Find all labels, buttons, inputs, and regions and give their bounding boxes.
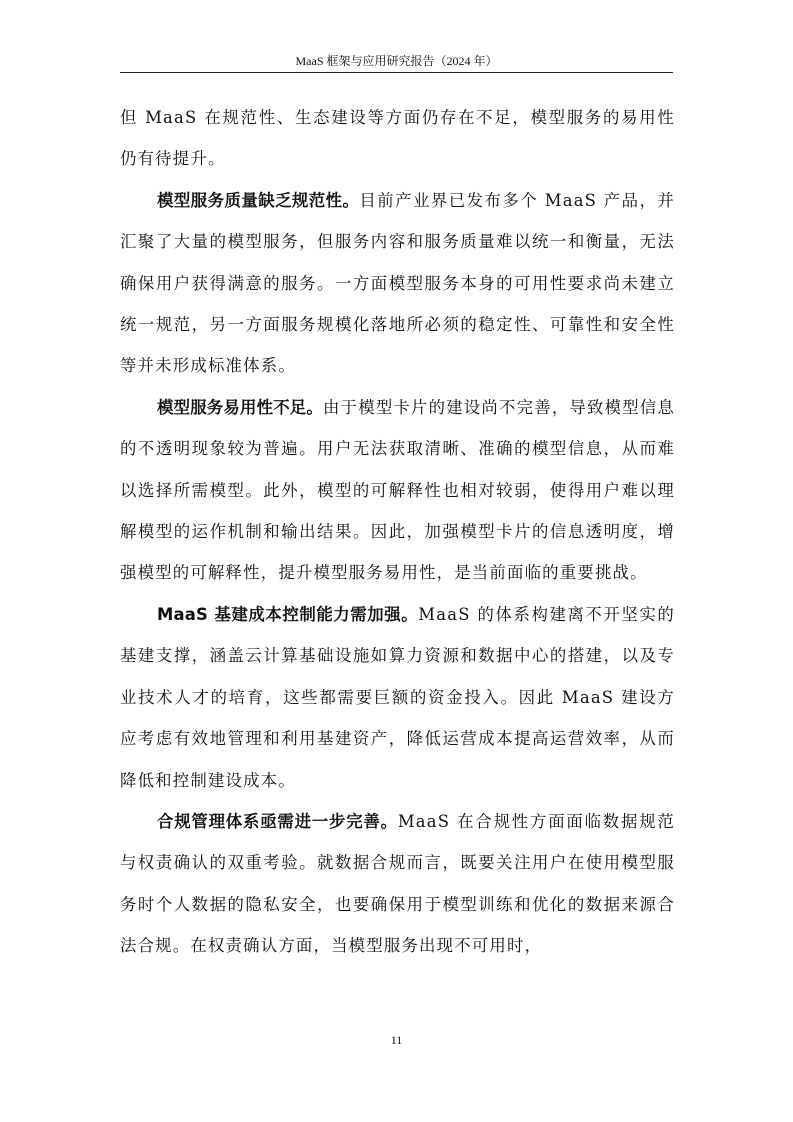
- paragraph-lead: 合规管理体系亟需进一步完善。: [157, 811, 398, 831]
- paragraph-text: 但 MaaS 在规范性、生态建设等方面仍存在不足，模型服务的易用性仍有待提升。: [120, 108, 675, 169]
- paragraph-text: MaaS 的体系构建离不开坚实的基建支撑，涵盖云计算基础设施如算力资源和数据中心的搭建，以及专业技术人才的培育，这些都需要巨额的资金投入。因此 MaaS 建设方应考虑有效地管理和利用基建资产，降低运营成本提高运营效率，从而降低和控制建设成本。: [120, 604, 676, 790]
- paragraph-lead: MaaS 基建成本控制能力需加强。: [157, 604, 419, 624]
- paragraph: [120, 387, 675, 594]
- paragraph: [120, 801, 675, 967]
- paragraph-lead: 模型服务易用性不足。: [157, 397, 324, 417]
- running-header: MaaS 框架与应用研究报告（2024 年）: [295, 54, 498, 68]
- paragraph-text: 目前产业界已发布多个 MaaS 产品，并汇聚了大量的模型服务，但服务内容和服务质量难以统一和衡量，无法确保用户获得满意的服务。一方面模型服务本身的可用性要求尚未建立统一规范，另一方面服务规模化落地所必须的稳定性、可靠性和安全性等并未形成标准体系。: [120, 190, 675, 376]
- body-text: [120, 97, 675, 967]
- paragraph-text: MaaS 在合规性方面面临数据规范与权责确认的双重考验。就数据合规而言，既要关注用户在使用模型服务时个人数据的隐私安全，也要确保用于模型训练和优化的数据来源合法合规。在权责确认方面，当模型服务出现不可用时，: [120, 811, 675, 956]
- paragraph-text: 由于模型卡片的建设尚不完善，导致模型信息的不透明现象较为普遍。用户无法获取清晰、准确的模型信息，从而难以选择所需模型。此外，模型的可解释性也相对较弱，使得用户难以理解模型的运作机制和输出结果。因此，加强模型卡片的信息透明度，增强模型的可解释性，提升模型服务易用性，是当前面临的重要挑战。: [120, 397, 676, 583]
- paragraph: [120, 594, 675, 801]
- paragraph: [120, 180, 675, 387]
- paragraph-lead: 模型服务质量缺乏规范性。: [157, 190, 360, 210]
- paragraph: [120, 97, 675, 180]
- page-number: 11: [390, 1033, 403, 1047]
- header-rule: [120, 72, 673, 73]
